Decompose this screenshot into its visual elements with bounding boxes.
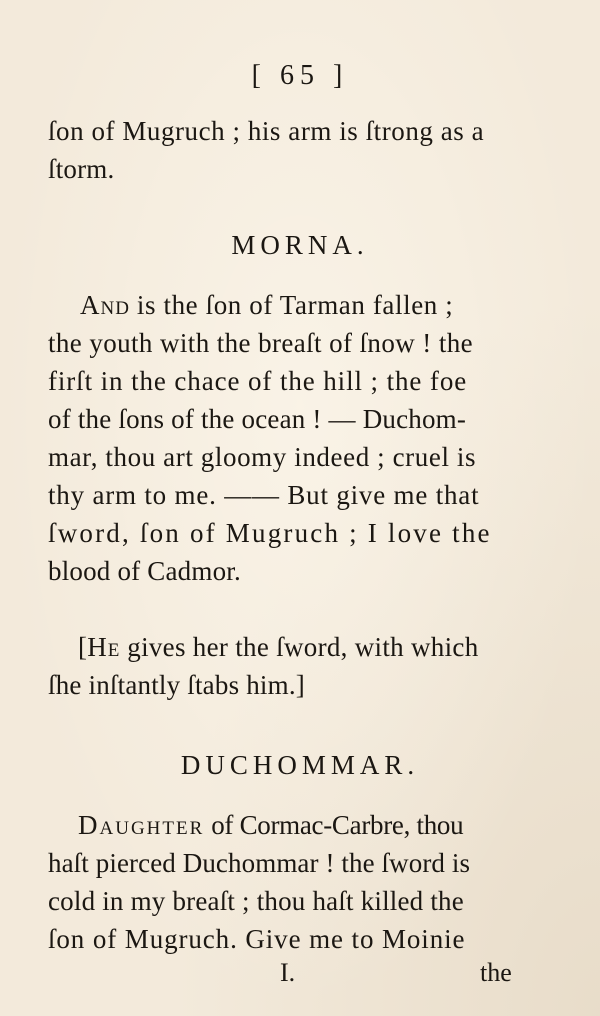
paragraph-initial-word: And <box>80 290 130 320</box>
page-number: [ 65 ] <box>251 60 349 91</box>
catchword: the <box>480 958 512 987</box>
stage-direction-line <box>78 632 479 662</box>
text-line: firſt in the chace of the hill ; the foe <box>48 366 468 396</box>
speaker-heading-morna: MORNA. <box>231 230 369 260</box>
signature-mark: I. <box>280 958 296 987</box>
speaker-heading-duchommar: DUCHOMMAR. <box>180 750 420 780</box>
text-line: mar, thou art gloomy indeed ; cruel is <box>48 442 477 472</box>
text-line-content: ſon of Mugruch ; his arm is ſtrong as a <box>48 116 485 146</box>
text-line: blood of Cadmor. <box>48 556 241 586</box>
paragraph-first-line-rest: is the ſon of Tarman fallen ; <box>136 290 454 320</box>
text-line: ſon of Mugruch. Give me to Moinie <box>48 924 466 954</box>
text-line: of the ſons of the ocean ! — Duchom- <box>48 404 467 434</box>
bracket-open: [ <box>78 632 88 662</box>
text-line <box>48 116 525 146</box>
text-line: ſword, ſon of Mugruch ; I love the <box>48 518 492 548</box>
text-line: the youth with the breaſt of ſnow ! the <box>48 328 474 358</box>
stage-direction-initial: He <box>87 632 121 662</box>
paragraph-first-line <box>80 290 453 320</box>
text-line: thy arm to me. —— But give me that <box>48 480 480 510</box>
stage-direction-rest: gives her the ſword, with which <box>127 632 479 662</box>
text-line: cold in my breaſt ; thou haſt killed the <box>48 886 464 916</box>
paragraph-initial-word: Daughter <box>78 810 205 840</box>
paragraph-first-line <box>78 810 463 840</box>
paragraph-first-line-rest: of Cormac-Carbre, thou <box>211 810 464 840</box>
stage-direction-line: ſhe inſtantly ſtabs him.] <box>48 670 305 700</box>
text-line: ſtorm. <box>48 154 115 184</box>
text-line: haſt pierced Duchommar ! the ſword is <box>48 848 471 878</box>
